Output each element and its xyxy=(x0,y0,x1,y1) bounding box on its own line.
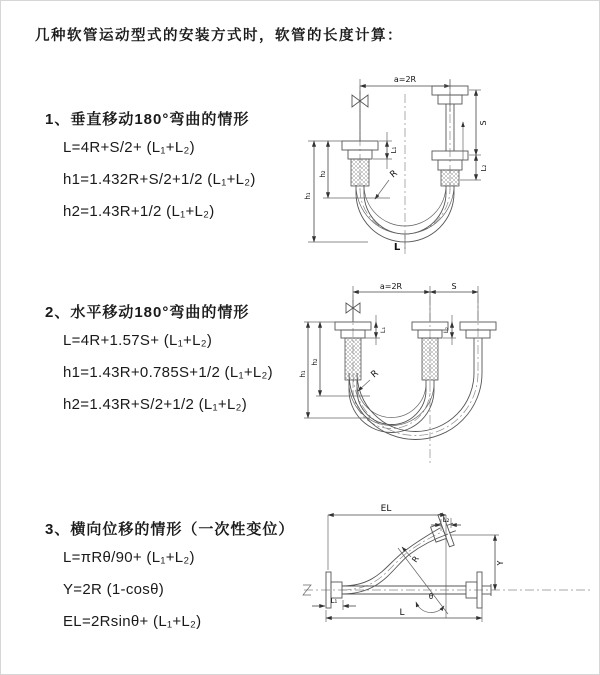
formula-el: EL=2Rsinθ+ (L₁+L₂) xyxy=(63,613,202,630)
formula-h2: h2=1.43R+S/2+1/2 (L₁+L₂) xyxy=(63,396,248,413)
dimension-y xyxy=(450,535,505,590)
formula-h1: h1=1.43R+0.785S+1/2 (L₁+L₂) xyxy=(63,364,273,381)
centerlines xyxy=(353,294,478,464)
section-heading: 2、水平移动180°弯曲的情形 xyxy=(45,304,250,321)
section-heading: 1、垂直移动180°弯曲的情形 xyxy=(45,111,250,128)
dimension-s xyxy=(430,282,478,321)
centerlines xyxy=(360,80,450,254)
formula-h2: h2=1.43R+1/2 (L₁+L₂) xyxy=(63,203,215,220)
dim-label-h1: h₁ xyxy=(299,370,307,378)
dim-label-s: S xyxy=(479,120,488,126)
hose-curve xyxy=(349,373,482,440)
formula-length: L=4R+S/2+ (L₁+L₂) xyxy=(63,139,195,156)
dim-label-h2: h₂ xyxy=(319,170,327,178)
formula-h1: h1=1.432R+S/2+1/2 (L₁+L₂) xyxy=(63,171,256,188)
length-callout xyxy=(394,235,405,253)
dim-label-s: S xyxy=(451,282,457,291)
formula-length: L=4R+1.57S+ (L₁+L₂) xyxy=(63,332,213,349)
radius-callout xyxy=(358,369,381,391)
label-r: R xyxy=(410,554,421,565)
dim-label-l2: L₂ xyxy=(442,516,450,524)
dim-label-a2r: a=2R xyxy=(379,282,403,291)
dim-label-el: EL xyxy=(380,504,392,514)
label-r: R xyxy=(369,368,381,381)
diagram-lateral-displacement xyxy=(298,500,598,650)
valve-icon xyxy=(352,91,368,141)
braid-section xyxy=(422,338,438,380)
dimension-l1 xyxy=(373,132,398,169)
dim-label-y: Y xyxy=(496,560,505,566)
dimension-a2r xyxy=(353,282,430,321)
dimension-l xyxy=(326,600,482,622)
label-l: L xyxy=(393,242,401,253)
dim-label-l1: L₁ xyxy=(390,146,398,154)
dim-label-l2: L₂ xyxy=(442,326,450,334)
formula-length: L=πRθ/90+ (L₁+L₂) xyxy=(63,549,195,566)
radius-callout xyxy=(402,547,421,564)
dim-label-l1: L₁ xyxy=(330,597,338,605)
section-vertical-180 xyxy=(45,108,256,228)
dim-label-h1: h₁ xyxy=(304,192,312,200)
label-r: R xyxy=(388,168,400,181)
diagram-horizontal-180 xyxy=(298,278,598,468)
dimension-l1 xyxy=(312,597,356,610)
dimension-h1-h2 xyxy=(304,141,390,242)
dim-label-l: L xyxy=(399,608,405,618)
dimension-l2 xyxy=(442,315,456,345)
braid-section xyxy=(351,159,369,186)
dimension-s xyxy=(469,90,488,155)
braid-section xyxy=(441,170,459,186)
flange-left xyxy=(342,141,378,193)
dim-label-l2: L₂ xyxy=(480,164,488,172)
section-horizontal-180 xyxy=(45,301,273,421)
angle-theta xyxy=(398,548,448,614)
page-title: 几种软管运动型式的安装方式时，软管的长度计算： xyxy=(35,28,403,44)
dim-label-l1: L₁ xyxy=(379,326,387,334)
section-lateral-displacement xyxy=(45,518,294,638)
diagram-vertical-180 xyxy=(298,68,593,263)
section-heading: 3、横向位移的情形（一次性变位） xyxy=(45,521,295,538)
dim-label-a2r: a=2R xyxy=(393,75,417,84)
label-theta: θ xyxy=(428,592,434,601)
centerlines xyxy=(303,531,590,595)
radius-callout xyxy=(375,169,400,199)
braid-section xyxy=(345,338,361,380)
dimension-l2 xyxy=(460,155,488,180)
hose-displaced xyxy=(342,528,448,594)
valve-icon xyxy=(346,300,360,322)
dim-label-h2: h₂ xyxy=(311,358,319,366)
formula-y: Y=2R (1-cosθ) xyxy=(63,581,165,598)
